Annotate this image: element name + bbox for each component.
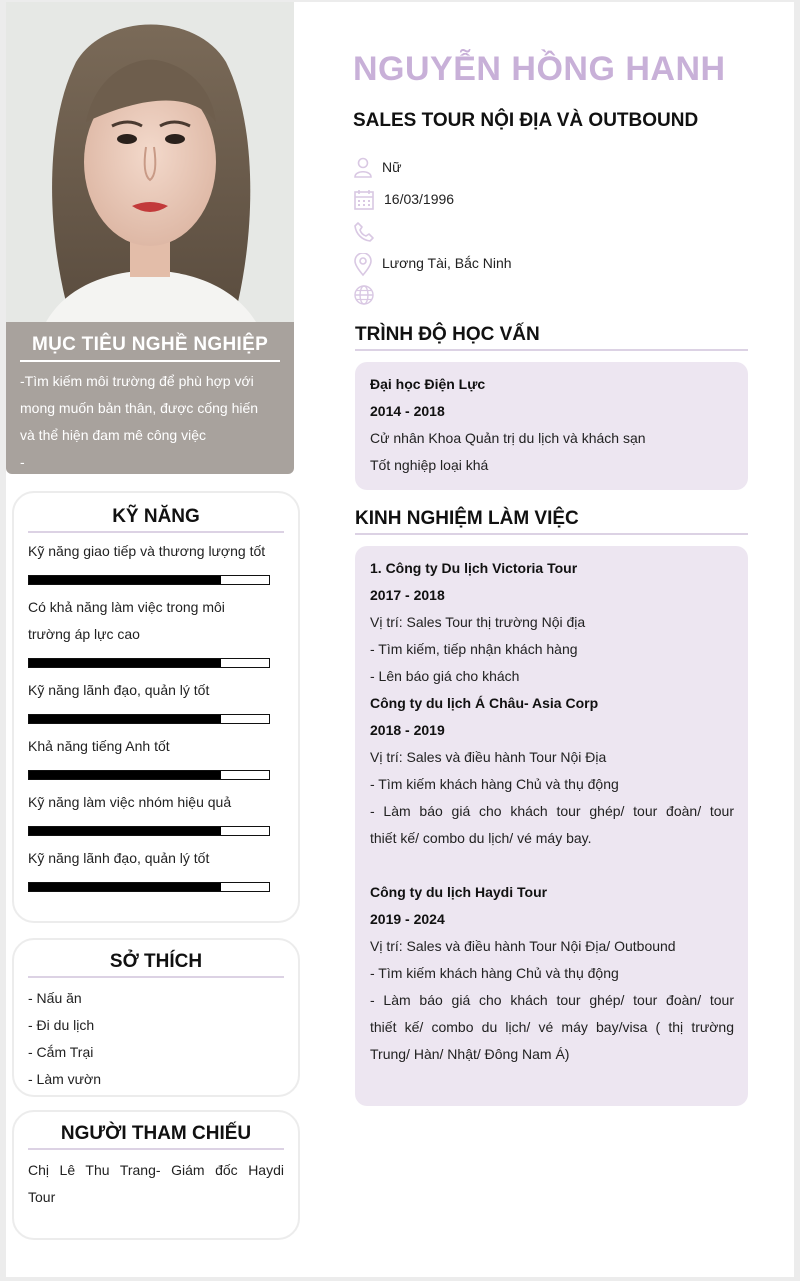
skill-bar-fill xyxy=(29,827,221,835)
skill-bar xyxy=(28,770,270,780)
experience-line: - Lên báo giá cho khách xyxy=(370,668,520,684)
skill-bar xyxy=(28,826,270,836)
experience-line: - Tìm kiếm khách hàng Chủ và thụ động xyxy=(370,965,619,981)
experience-line: - Làm báo giá cho khách tour ghép/ tour đoàn/ tour xyxy=(370,992,734,1008)
experience-line: 2018 - 2019 xyxy=(370,722,445,738)
experience-title: KINH NGHIỆM LÀM VIỆC xyxy=(355,507,748,535)
reference-line: Chị Lê Thu Trang- Giám đốc Haydi xyxy=(28,1162,284,1178)
skills-card xyxy=(12,491,300,923)
hobby-item: - Cắm Trại xyxy=(28,1044,94,1060)
skill-name xyxy=(28,594,284,648)
skill-bar-fill xyxy=(29,883,221,891)
experience-line: thiết kế/ combo du lịch/ vé máy bay/visa ( thị trường xyxy=(370,1019,734,1035)
skill-name: Kỹ năng lãnh đạo, quản lý tốt xyxy=(28,682,210,698)
experience-line: - Tìm kiếm khách hàng Chủ và thụ động xyxy=(370,776,619,792)
experience-line: Công ty du lịch Á Châu- Asia Corp xyxy=(370,695,599,711)
address-text: Lương Tài, Bắc Ninh xyxy=(382,255,512,271)
skill-name-line: trường áp lực cao xyxy=(28,626,140,642)
candidate-name: NGUYỄN HỒNG HANH xyxy=(353,50,726,88)
experience-line: Vị trí: Sales Tour thị trường Nội địa xyxy=(370,614,586,630)
education-major: Cử nhân Khoa Quản trị du lịch và khách sạn xyxy=(370,430,646,446)
location-pin-icon xyxy=(353,253,373,277)
skill-name: Kỹ năng giao tiếp và thương lượng tốt xyxy=(28,543,266,559)
skill-bar xyxy=(28,658,270,668)
education-years: 2014 - 2018 xyxy=(370,403,445,419)
skills-title: KỸ NĂNG xyxy=(28,505,284,533)
career-goal-box xyxy=(6,322,294,474)
job-title: SALES TOUR NỘI ĐỊA VÀ OUTBOUND xyxy=(353,110,699,131)
experience-line: Vị trí: Sales và điều hành Tour Nội Địa/ Outbound xyxy=(370,938,676,954)
cv-page xyxy=(6,2,794,1277)
globe-icon xyxy=(353,284,375,306)
hobbies-title: SỞ THÍCH xyxy=(28,950,284,978)
education-panel xyxy=(355,362,748,490)
education-school: Đại học Điện Lực xyxy=(370,376,486,392)
skill-bar-fill xyxy=(29,771,221,779)
hobbies-card xyxy=(12,938,300,1097)
education-title: TRÌNH ĐỘ HỌC VẤN xyxy=(355,323,748,351)
career-goal-line: và thể hiện đam mê công việc xyxy=(20,427,206,443)
skill-name: Kỹ năng lãnh đạo, quản lý tốt xyxy=(28,850,210,866)
skill-bar-fill xyxy=(29,576,221,584)
skill-bar-fill xyxy=(29,715,221,723)
hobby-item: - Đi du lịch xyxy=(28,1017,95,1033)
phone-icon xyxy=(353,221,375,243)
career-goal-line: mong muốn bản thân, được cống hiến xyxy=(20,400,259,416)
references-card xyxy=(12,1110,300,1240)
skill-bar-fill xyxy=(29,659,221,667)
experience-line: thiết kế/ combo du lịch/ vé máy bay. xyxy=(370,830,592,846)
skill-bar xyxy=(28,714,270,724)
references-title: NGƯỜI THAM CHIẾU xyxy=(28,1122,284,1150)
experience-line: - Làm báo giá cho khách tour ghép/ tour đoàn/ tour xyxy=(370,803,734,819)
experience-line: Trung/ Hàn/ Nhật/ Đông Nam Á) xyxy=(370,1046,570,1062)
experience-line: - Tìm kiếm, tiếp nhận khách hàng xyxy=(370,641,578,657)
skill-bar xyxy=(28,575,270,585)
hobby-item: - Nấu ăn xyxy=(28,990,82,1006)
experience-line: 2019 - 2024 xyxy=(370,911,445,927)
portrait-image xyxy=(6,2,294,322)
experience-line: 2017 - 2018 xyxy=(370,587,445,603)
career-goal-text xyxy=(20,368,282,476)
career-goal-line: - xyxy=(20,454,25,470)
hobby-item: - Làm vườn xyxy=(28,1071,102,1087)
gender-text: Nữ xyxy=(382,159,402,175)
experience-panel xyxy=(355,546,748,1106)
career-goal-title: MỤC TIÊU NGHỀ NGHIỆP xyxy=(20,334,280,362)
dob-text: 16/03/1996 xyxy=(384,191,455,207)
education-result: Tốt nghiệp loại khá xyxy=(370,457,489,473)
skill-name-line: Có khả năng làm việc trong môi xyxy=(28,599,225,615)
reference-line: Tour xyxy=(28,1189,56,1205)
skill-bar xyxy=(28,882,270,892)
person-icon xyxy=(353,157,373,179)
skill-name: Kỹ năng làm việc nhóm hiệu quả xyxy=(28,794,232,810)
experience-line: Công ty du lịch Haydi Tour xyxy=(370,884,548,900)
calendar-icon xyxy=(353,189,375,211)
experience-line: Vị trí: Sales và điều hành Tour Nội Địa xyxy=(370,749,607,765)
career-goal-line: -Tìm kiếm môi trường để phù hợp với xyxy=(20,373,254,389)
skill-name: Khả năng tiếng Anh tốt xyxy=(28,738,170,754)
experience-line: 1. Công ty Du lịch Victoria Tour xyxy=(370,560,578,576)
profile-photo xyxy=(6,2,294,322)
